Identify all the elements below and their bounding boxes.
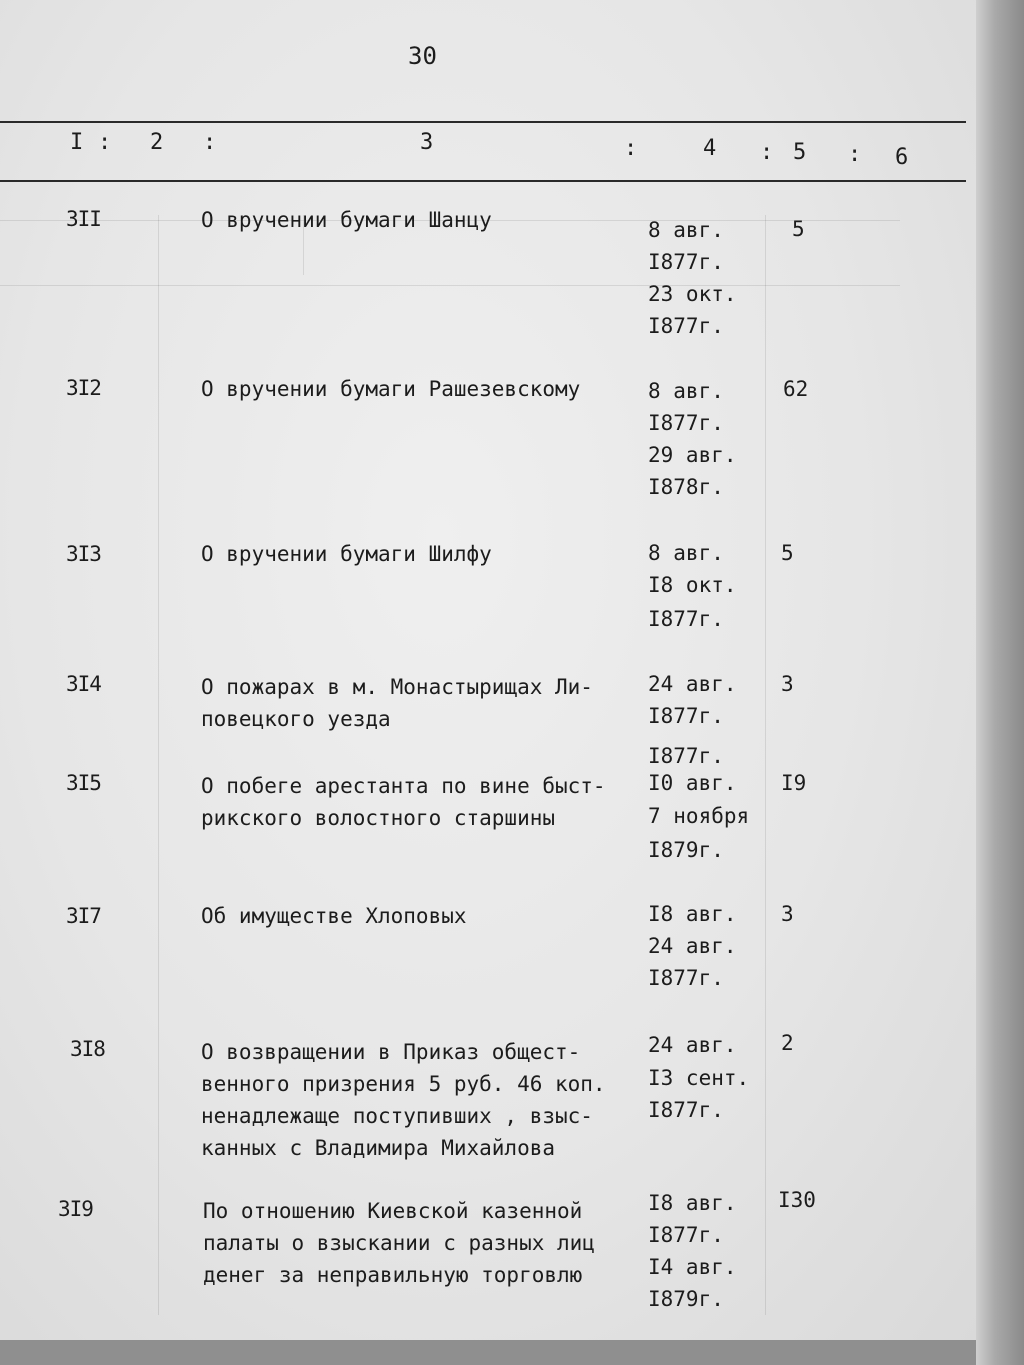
record-title-line: канных с Владимира Михайлова xyxy=(201,1136,556,1160)
record-date: 24 авг. xyxy=(648,1033,737,1057)
record-id: 3I8 xyxy=(70,1037,105,1061)
record-date: I877г. xyxy=(648,250,724,274)
column-separator: : xyxy=(848,142,862,167)
record-id: 3I2 xyxy=(66,376,101,400)
record-title-line: венного призрения 5 руб. 46 коп. xyxy=(201,1072,606,1096)
record-date: I8 авг. xyxy=(648,902,737,926)
record-date: I8 авг. xyxy=(648,1191,737,1215)
record-sheets: 3 xyxy=(781,672,794,696)
column-separator: : xyxy=(203,130,217,155)
bleed-column-line xyxy=(158,215,159,1315)
record-title-line: О вручении бумаги Шанцу xyxy=(201,208,492,232)
record-id: 3I4 xyxy=(66,672,101,696)
column-header-6: 6 xyxy=(895,145,909,170)
column-header-3: 3 xyxy=(420,130,434,155)
record-sheets: I9 xyxy=(781,771,807,795)
record-date: I879г. xyxy=(648,838,724,862)
record-date: I879г. xyxy=(648,1287,724,1311)
record-date: I877г. xyxy=(648,1223,724,1247)
record-date: 23 окт. xyxy=(648,282,737,306)
page-number: 30 xyxy=(408,42,437,70)
column-header-5: 5 xyxy=(793,140,807,165)
record-date: I878г. xyxy=(648,475,724,499)
bleed-row-line xyxy=(0,285,900,286)
record-sheets: 5 xyxy=(792,217,805,241)
column-header-1: I xyxy=(70,130,84,155)
record-title-line: палаты о взыскании с разных лиц xyxy=(203,1231,595,1255)
record-title-line: Об имуществе Хлоповых xyxy=(201,904,467,928)
record-date: 24 авг. xyxy=(648,672,737,696)
record-title-line: О пожарах в м. Монастырищах Ли- xyxy=(201,675,593,699)
record-date: I877г. xyxy=(648,966,724,990)
record-title-line: ненадлежаще поступивших , взыс- xyxy=(201,1104,593,1128)
record-title-line: О побеге арестанта по вине быст- xyxy=(201,774,606,798)
record-id: 3I3 xyxy=(66,542,101,566)
record-title-line: По отношению Киевской казенной xyxy=(203,1199,583,1223)
record-date: I0 авг. xyxy=(648,771,737,795)
record-date: I877г. xyxy=(648,607,724,631)
page-edge-shadow xyxy=(976,0,1024,1365)
record-title-line: денег за неправильную торговлю xyxy=(203,1263,583,1287)
record-date: 8 авг. xyxy=(648,379,724,403)
record-date: I4 авг. xyxy=(648,1255,737,1279)
record-date: 29 авг. xyxy=(648,443,737,467)
record-date: I3 сент. xyxy=(648,1066,750,1090)
column-separator: : xyxy=(760,140,774,165)
column-header-4: 4 xyxy=(703,136,717,161)
bleed-column-line xyxy=(765,215,766,1315)
record-date: 7 ноября xyxy=(648,804,750,828)
column-separator: : xyxy=(98,130,112,155)
record-title-line: повецкого уезда xyxy=(201,707,391,731)
record-date: 8 авг. xyxy=(648,218,724,242)
record-id: 3I9 xyxy=(58,1197,93,1221)
column-header-2: 2 xyxy=(150,130,164,155)
record-sheets: 3 xyxy=(781,902,794,926)
record-date: I877г. xyxy=(648,314,724,338)
column-separator: : xyxy=(624,136,638,161)
record-id: 3I7 xyxy=(66,904,101,928)
record-date: I877г. xyxy=(648,704,724,728)
record-sheets: 2 xyxy=(781,1031,794,1055)
record-sheets: 62 xyxy=(783,377,809,401)
record-sheets: 5 xyxy=(781,541,794,565)
record-date: 8 авг. xyxy=(648,541,724,565)
record-title-line: О вручении бумаги Рашезевскому xyxy=(201,377,581,401)
header-bottom-rule xyxy=(0,180,966,182)
header-top-rule xyxy=(0,121,966,123)
record-id: 3I5 xyxy=(66,771,101,795)
record-id: 3II xyxy=(66,207,101,231)
record-date: I877г. xyxy=(648,744,724,768)
record-title-line: О возвращении в Приказ общест- xyxy=(201,1040,581,1064)
record-date: I8 окт. xyxy=(648,573,737,597)
record-date: 24 авг. xyxy=(648,934,737,958)
record-date: I877г. xyxy=(648,411,724,435)
record-title-line: рикского волостного старшины xyxy=(201,806,556,830)
record-sheets: I30 xyxy=(778,1188,816,1212)
record-date: I877г. xyxy=(648,1098,724,1122)
record-title-line: О вручении бумаги Шилфу xyxy=(201,542,492,566)
